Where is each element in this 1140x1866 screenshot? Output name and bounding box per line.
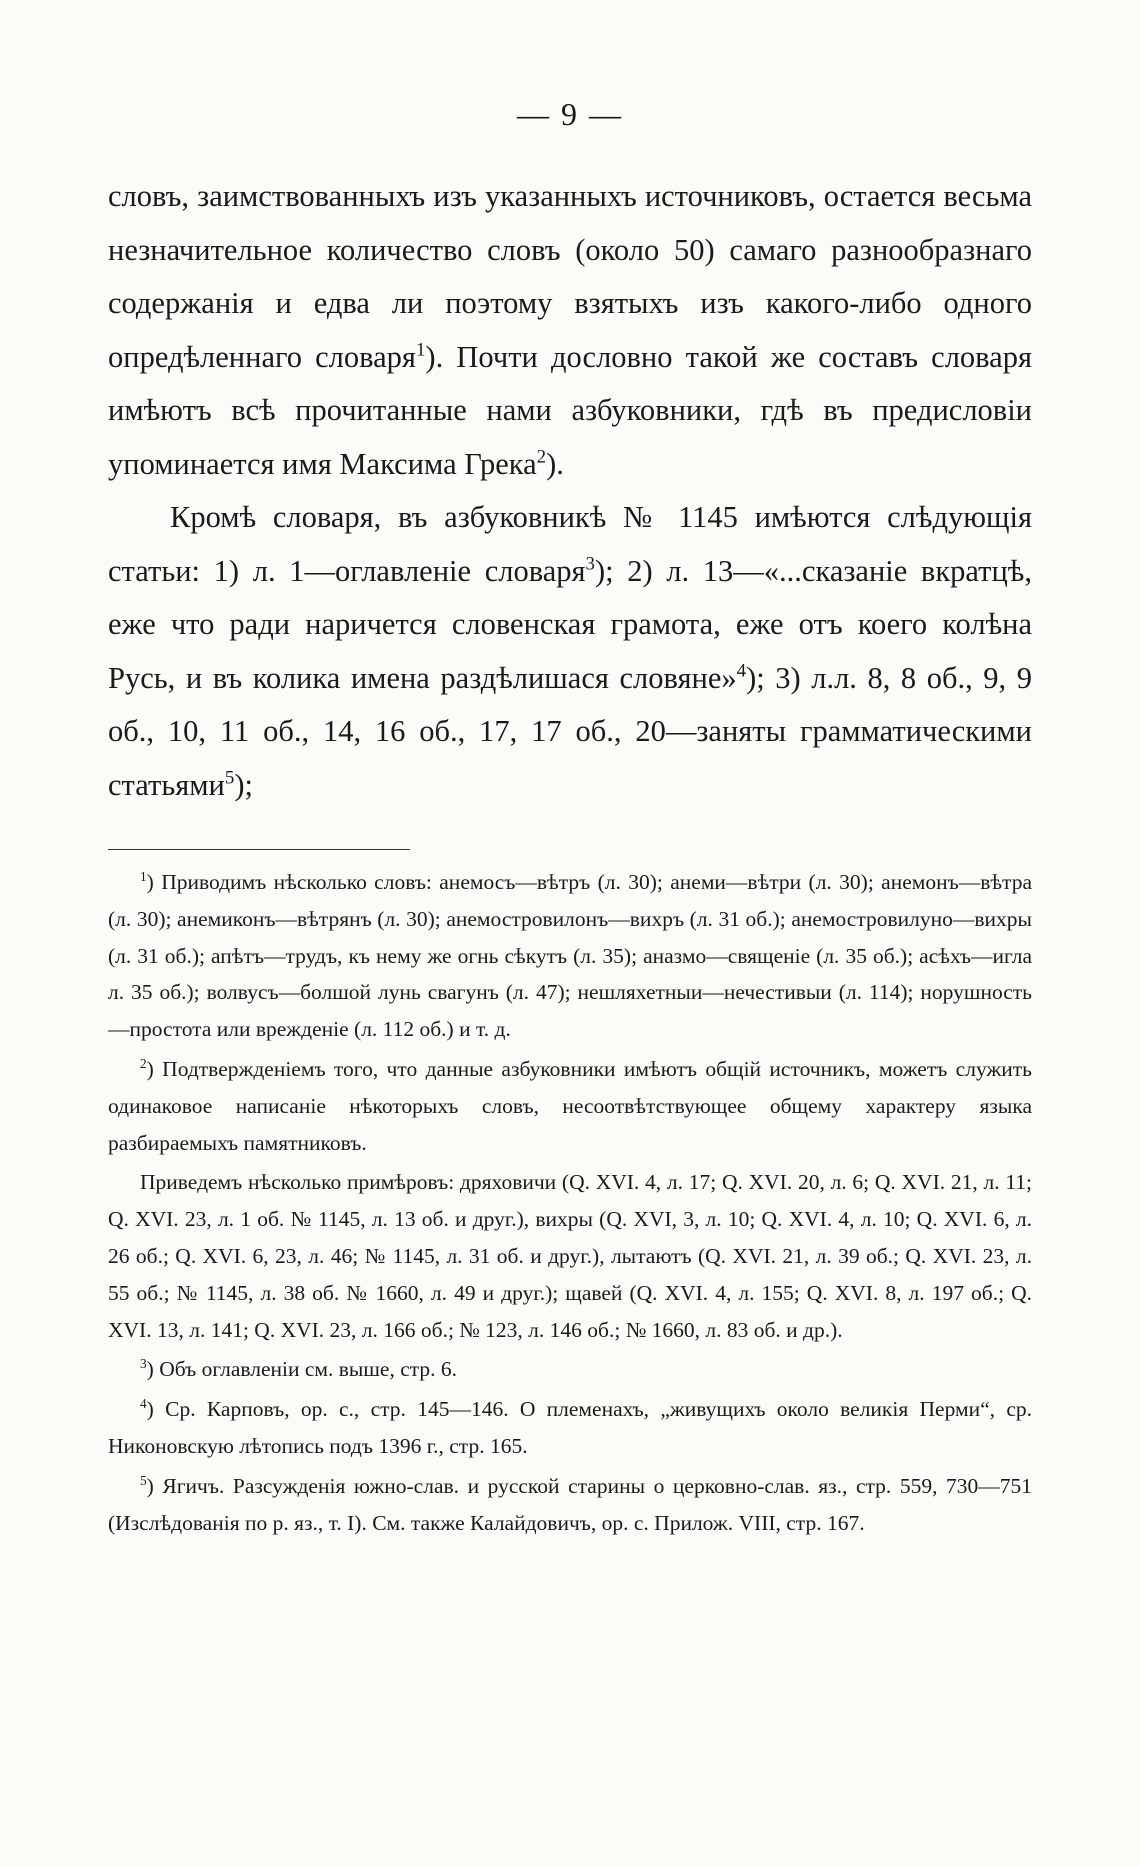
footnote-2-mark: 2 — [140, 1056, 147, 1071]
footnote-3 — [108, 1351, 1032, 1388]
paragraph-1 — [108, 170, 1032, 491]
footnotes — [108, 864, 1032, 1544]
p1-text-a: словъ, заимствованныхъ изъ указанныхъ источниковъ, остается весьма незначительное количество словъ (около 50) самаго разнообразнаго содержанія и едва ли поэтому взятыхъ изъ какого-либо одного опредѣленнаго словаря — [108, 179, 1032, 374]
footnote-ref-5: 5 — [224, 767, 235, 789]
footnote-1 — [108, 864, 1032, 1048]
page-number: — 9 — — [517, 96, 623, 132]
footnote-4-text: ) Ср. Карповъ, ор. с., стр. 145—146. О племенахъ, „живущихъ около великія Перми“, ср. Никоновскую лѣтопись подъ 1396 г., стр. 165. — [108, 1397, 1032, 1458]
footnote-ref-3: 3 — [585, 553, 595, 575]
footnote-1-text: ) Приводимъ нѣсколько словъ: анемосъ—вѣтръ (л. 30); анеми—вѣтри (л. 30); анемонъ—вѣтра (л. 30); анемиконъ—вѣтрянъ (л. 30); анемостровилонъ—вихръ (л. 31 об.); анемостровилуно—вихры (л. 31 об.); апѣтъ—трудъ, къ нему же огнь сѣкутъ (л. 35); аназмо—священіе (л. 35 об.); асѣхъ—игла л. 35 об.); волвусъ—болшой лунь свагунъ (л. 47); нешляхетныи—нечестивыи (л. 114); норушность—простота или врежденіе (л. 112 об.) и т. д. — [108, 870, 1032, 1042]
footnote-5-text: ) Ягичъ. Разсужденія южно-слав. и русской старины о церковно-слав. яз., стр. 559, 730—751 (Изслѣдованія по р. яз., т. I). См. также Калайдовичъ, ор. с. Прилож. VIII, стр. 167. — [108, 1473, 1032, 1535]
footnote-divider — [108, 849, 410, 850]
footnote-4-mark: 4 — [140, 1396, 147, 1412]
p2-text-d: ); — [234, 767, 253, 802]
footnote-3-mark: 3 — [140, 1356, 147, 1372]
p2-text-c: ); 3) л.л. 8, 8 об., 9, 9 об., 10, 11 об., 14, 16 об., 17, 17 об., 20—заняты грамматическими статьями — [108, 660, 1032, 802]
p2-text-b: ); 2) л. 13—«...сказаніе вкратцѣ, еже что ради наричется словенская грамота, еже отъ коего колѣна Русь, и въ колика имена раздѣлишася словяне» — [108, 553, 1032, 695]
p1-text-b: ). Почти дословно такой же составъ словаря имѣютъ всѣ прочитанные нами азбуковники, гдѣ въ предисловіи упоминается имя Максима Грека — [108, 339, 1032, 481]
footnote-2-text: ) Подтвержденіемъ того, что данные азбуковники имѣютъ общій источникъ, можетъ служить одинаковое написаніе нѣкоторыхъ словъ, несоотвѣтствующее общему характеру языка разбираемыхъ памятниковъ. — [108, 1056, 1032, 1155]
p2-text-a: Кромѣ словаря, въ азбуковникѣ № 1145 имѣются слѣдующія статьи: 1) л. 1—оглавленіе словаря — [108, 500, 1032, 588]
footnote-2 — [108, 1051, 1032, 1161]
footnote-ref-1: 1 — [415, 339, 426, 361]
footnote-3-text: ) Объ оглавленіи см. выше, стр. 6. — [146, 1357, 458, 1382]
footnote-ref-2: 2 — [536, 446, 547, 468]
footnote-2-continuation: Приведемъ нѣсколько примѣровъ: дряховичи (Q. XVI. 4, л. 17; Q. XVI. 20, л. 6; Q. XVI. 21, л. 11; Q. XVI. 23, л. 1 об. № 1145, л. 13 об. и друг.), вихры (Q. XVI, 3, л. 10; Q. XVI. 4, л. 10; Q. XVI. 6, л. 26 об.; Q. XVI. 6, 23, л. 46; № 1145, л. 31 об. и друг.), лытаютъ (Q. XVI. 21, л. 39 об.; Q. XVI. 23, л. 55 об.; № 1145, л. 38 об. № 1660, л. 49 и друг.); щавей (Q. XVI. 4, л. 155; Q. XVI. 8, л. 197 об.; Q. XVI. 13, л. 141; Q. XVI. 23, л. 166 об.; № 123, л. 146 об.; № 1660, л. 83 об. и др.). — [108, 1170, 1032, 1342]
footnote-1-mark: 1 — [140, 869, 147, 885]
footnote-4 — [108, 1391, 1032, 1465]
footnote-5 — [108, 1468, 1032, 1542]
footnote-ref-4: 4 — [736, 660, 747, 682]
p1-text-c: ). — [546, 446, 564, 481]
paragraph-2 — [108, 491, 1032, 812]
footnote-5-mark: 5 — [140, 1472, 147, 1488]
main-text — [108, 170, 1032, 812]
